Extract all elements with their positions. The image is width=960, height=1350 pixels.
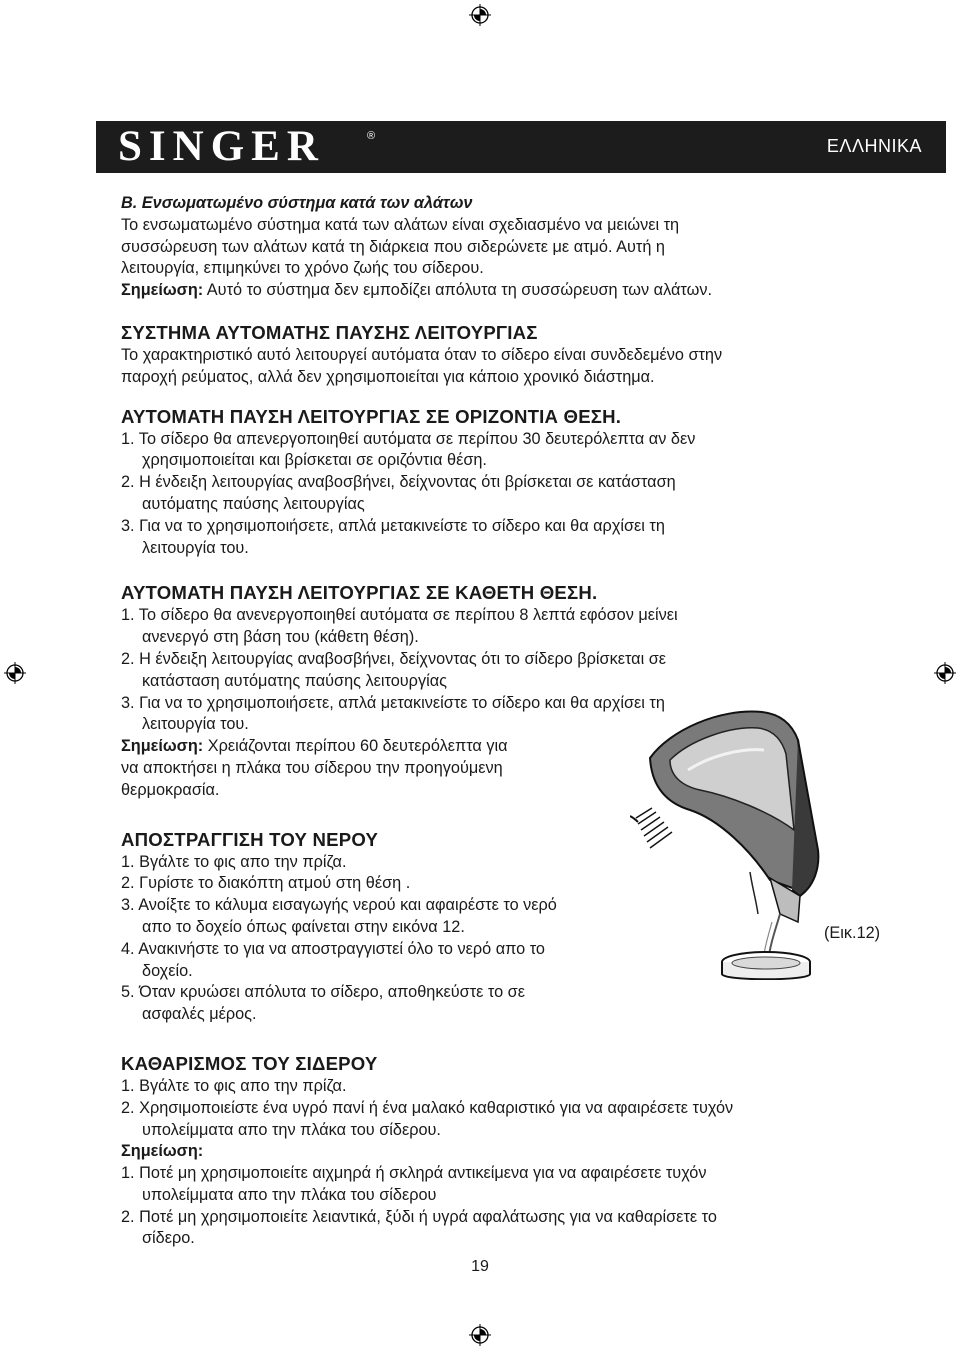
list-item-cont: υπολείμματα απο την πλάκα του σίδερου (142, 1185, 437, 1204)
list-item: 1. Το σίδερο θα ανενεργοποιηθεί αυτόματα σε περίπου 8 λεπτά εφόσον μείνει (121, 606, 678, 625)
list-item: 2. Η ένδειξη λειτουργίας αναβοσβήνει, δείχνοντας ότι βρίσκεται σε κατάσταση (121, 473, 676, 492)
list-item: 2. Χρησιμοποιείστε ένα υγρό πανί ή ένα μαλακό καθαριστικό για να αφαιρέσετε τυχόν (121, 1098, 734, 1117)
list-item: 2. Ποτέ μη χρησιμοποιείτε λειαντικά, ξύδι ή υγρά αφαλάτωσης για να καθαρίσετε το (121, 1207, 717, 1226)
drain-heading: ΑΠΟΣΤΡΑΓΓΙΣΗ ΤΟΥ ΝΕΡΟΥ (121, 828, 379, 850)
section-b-line: Το ενσωματωμένο σύστημα κατά των αλάτων είναι σχεδιασμένο να μειώνει τη (121, 215, 680, 234)
list-item-cont: δοχείο. (142, 961, 193, 980)
list-item-cont: αυτόματης παύσης λειτουργίας (142, 494, 365, 513)
list-item: 5. Όταν κρυώσει απόλυτα το σίδερο, αποθηκεύστε το σε (121, 983, 525, 1002)
list-item: 3. Για να το χρησιμοποιήσετε, απλά μετακινείστε το σίδερο και θα αρχίσει τη (121, 516, 665, 535)
list-item: 4. Ανακινήστε το για να αποστραγγιστεί όλο το νερό απο το (121, 939, 545, 958)
list-item: 3. Για να το χρησιμοποιήσετε, απλά μετακινείστε το σίδερο και θα αρχίσει τη (121, 693, 665, 712)
list-item-cont: χρησιμοποιείται και βρίσκεται σε οριζόντια θέση. (142, 451, 487, 470)
note-text: Χρειάζονται περίπου 60 δευτερόλεπτα για (203, 737, 508, 756)
iron-draining-illustration (630, 700, 825, 980)
cleaning-heading: ΚΑΘΑΡΙΣΜΟΣ ΤΟΥ ΣΙΔΕΡΟΥ (121, 1052, 378, 1074)
list-item-cont: υπολείμματα απο την πλάκα του σίδερου. (142, 1120, 441, 1139)
registration-mark-right-icon (934, 662, 956, 684)
header-banner (96, 121, 946, 173)
list-item: 1. Το σίδερο θα απενεργοποιηθεί αυτόματα σε περίπου 30 δευτερόλεπτα αν δεν (121, 429, 696, 448)
list-item-cont: λειτουργία του. (142, 715, 249, 734)
figure-caption: (Εικ.12) (824, 924, 881, 942)
list-item-cont: λειτουργία του. (142, 538, 249, 557)
auto-stop-heading: ΣΥΣΤΗΜΑ ΑΥΤΟΜΑΤΗΣ ΠΑΥΣΗΣ ΛΕΙΤΟΥΡΓΙΑΣ (121, 321, 538, 343)
list-item-cont: ανενεργό στη βάση του (κάθετη θέση). (142, 628, 419, 647)
section-b-title: B. Ενσωματωμένο σύστημα κατά των αλάτων (121, 194, 473, 212)
list-item: 1. Ποτέ μη χρησιμοποιείτε αιχμηρά ή σκληρά αντικείμενα για να αφαιρέσετε τυχόν (121, 1164, 707, 1183)
singer-logo: SINGER (118, 123, 325, 170)
registration-mark-top-icon (469, 4, 491, 26)
vertical-note-line: θερμοκρασία. (121, 780, 220, 799)
list-item: 1. Βγάλτε το φις απο την πρίζα. (121, 852, 347, 871)
vertical-heading: ΑΥΤΟΜΑΤΗ ΠΑΥΣΗ ΛΕΙΤΟΥΡΓΙΑΣ ΣΕ ΚΑΘΕΤΗ ΘΕΣΗ. (121, 582, 598, 604)
list-item: 2. Γυρίστε το διακόπτη ατμού στη θέση . (121, 874, 411, 893)
list-item-cont: απο το δοχείο όπως φαίνεται στην εικόνα 12. (142, 917, 465, 936)
list-item-cont: ασφαλές μέρος. (142, 1005, 257, 1024)
list-item: 1. Βγάλτε το φις απο την πρίζα. (121, 1076, 347, 1095)
vertical-note-line: να αποκτήσει η πλάκα του σίδερου την προηγούμενη (121, 758, 503, 777)
list-item: 2. Η ένδειξη λειτουργίας αναβοσβήνει, δείχνοντας ότι το σίδερο βρίσκεται σε (121, 649, 667, 668)
page-number: 19 (471, 1258, 489, 1275)
registered-mark: ® (367, 130, 376, 142)
list-item-cont: σίδερο. (142, 1229, 195, 1248)
note-text: Αυτό το σύστημα δεν εμποδίζει απόλυτα τη συσσώρευση των αλάτων. (203, 281, 712, 300)
list-item: 3. Ανοίξτε το κάλυμα εισαγωγής νερού και αφαιρέστε το νερό (121, 896, 557, 915)
horizontal-heading: ΑΥΤΟΜΑΤΗ ΠΑΥΣΗ ΛΕΙΤΟΥΡΓΙΑΣ ΣΕ ΟΡΙΖΟΝΤΙΑ ΘΕΣΗ. (121, 405, 622, 427)
registration-mark-left-icon (4, 662, 26, 684)
registration-mark-bottom-icon (469, 1324, 491, 1346)
list-item-cont: κατάσταση αυτόματης παύσης λειτουργίας (142, 671, 447, 690)
note-label: Σημείωση: (121, 281, 204, 300)
cleaning-note-label: Σημείωση: (121, 1142, 204, 1161)
section-b-line: συσσώρευση των αλάτων κατά τη διάρκεια που σιδερώνετε με ατμό. Αυτή η (121, 237, 665, 256)
section-b-line: λειτουργία, επιμηκύνει το χρόνο ζωής του σίδερου. (121, 259, 484, 278)
section-b-note (121, 280, 841, 302)
auto-stop-line: παροχή ρεύματος, αλλά δεν χρησιμοποιείται για κάποιο χρονικό διάστημα. (121, 367, 655, 386)
language-label: ΕΛΛΗΝΙΚΑ (826, 136, 922, 156)
auto-stop-line: Το χαρακτηριστικό αυτό λειτουργεί αυτόματα όταν το σίδερο είναι συνδεδεμένο στην (121, 345, 723, 364)
note-label: Σημείωση: (121, 737, 204, 756)
